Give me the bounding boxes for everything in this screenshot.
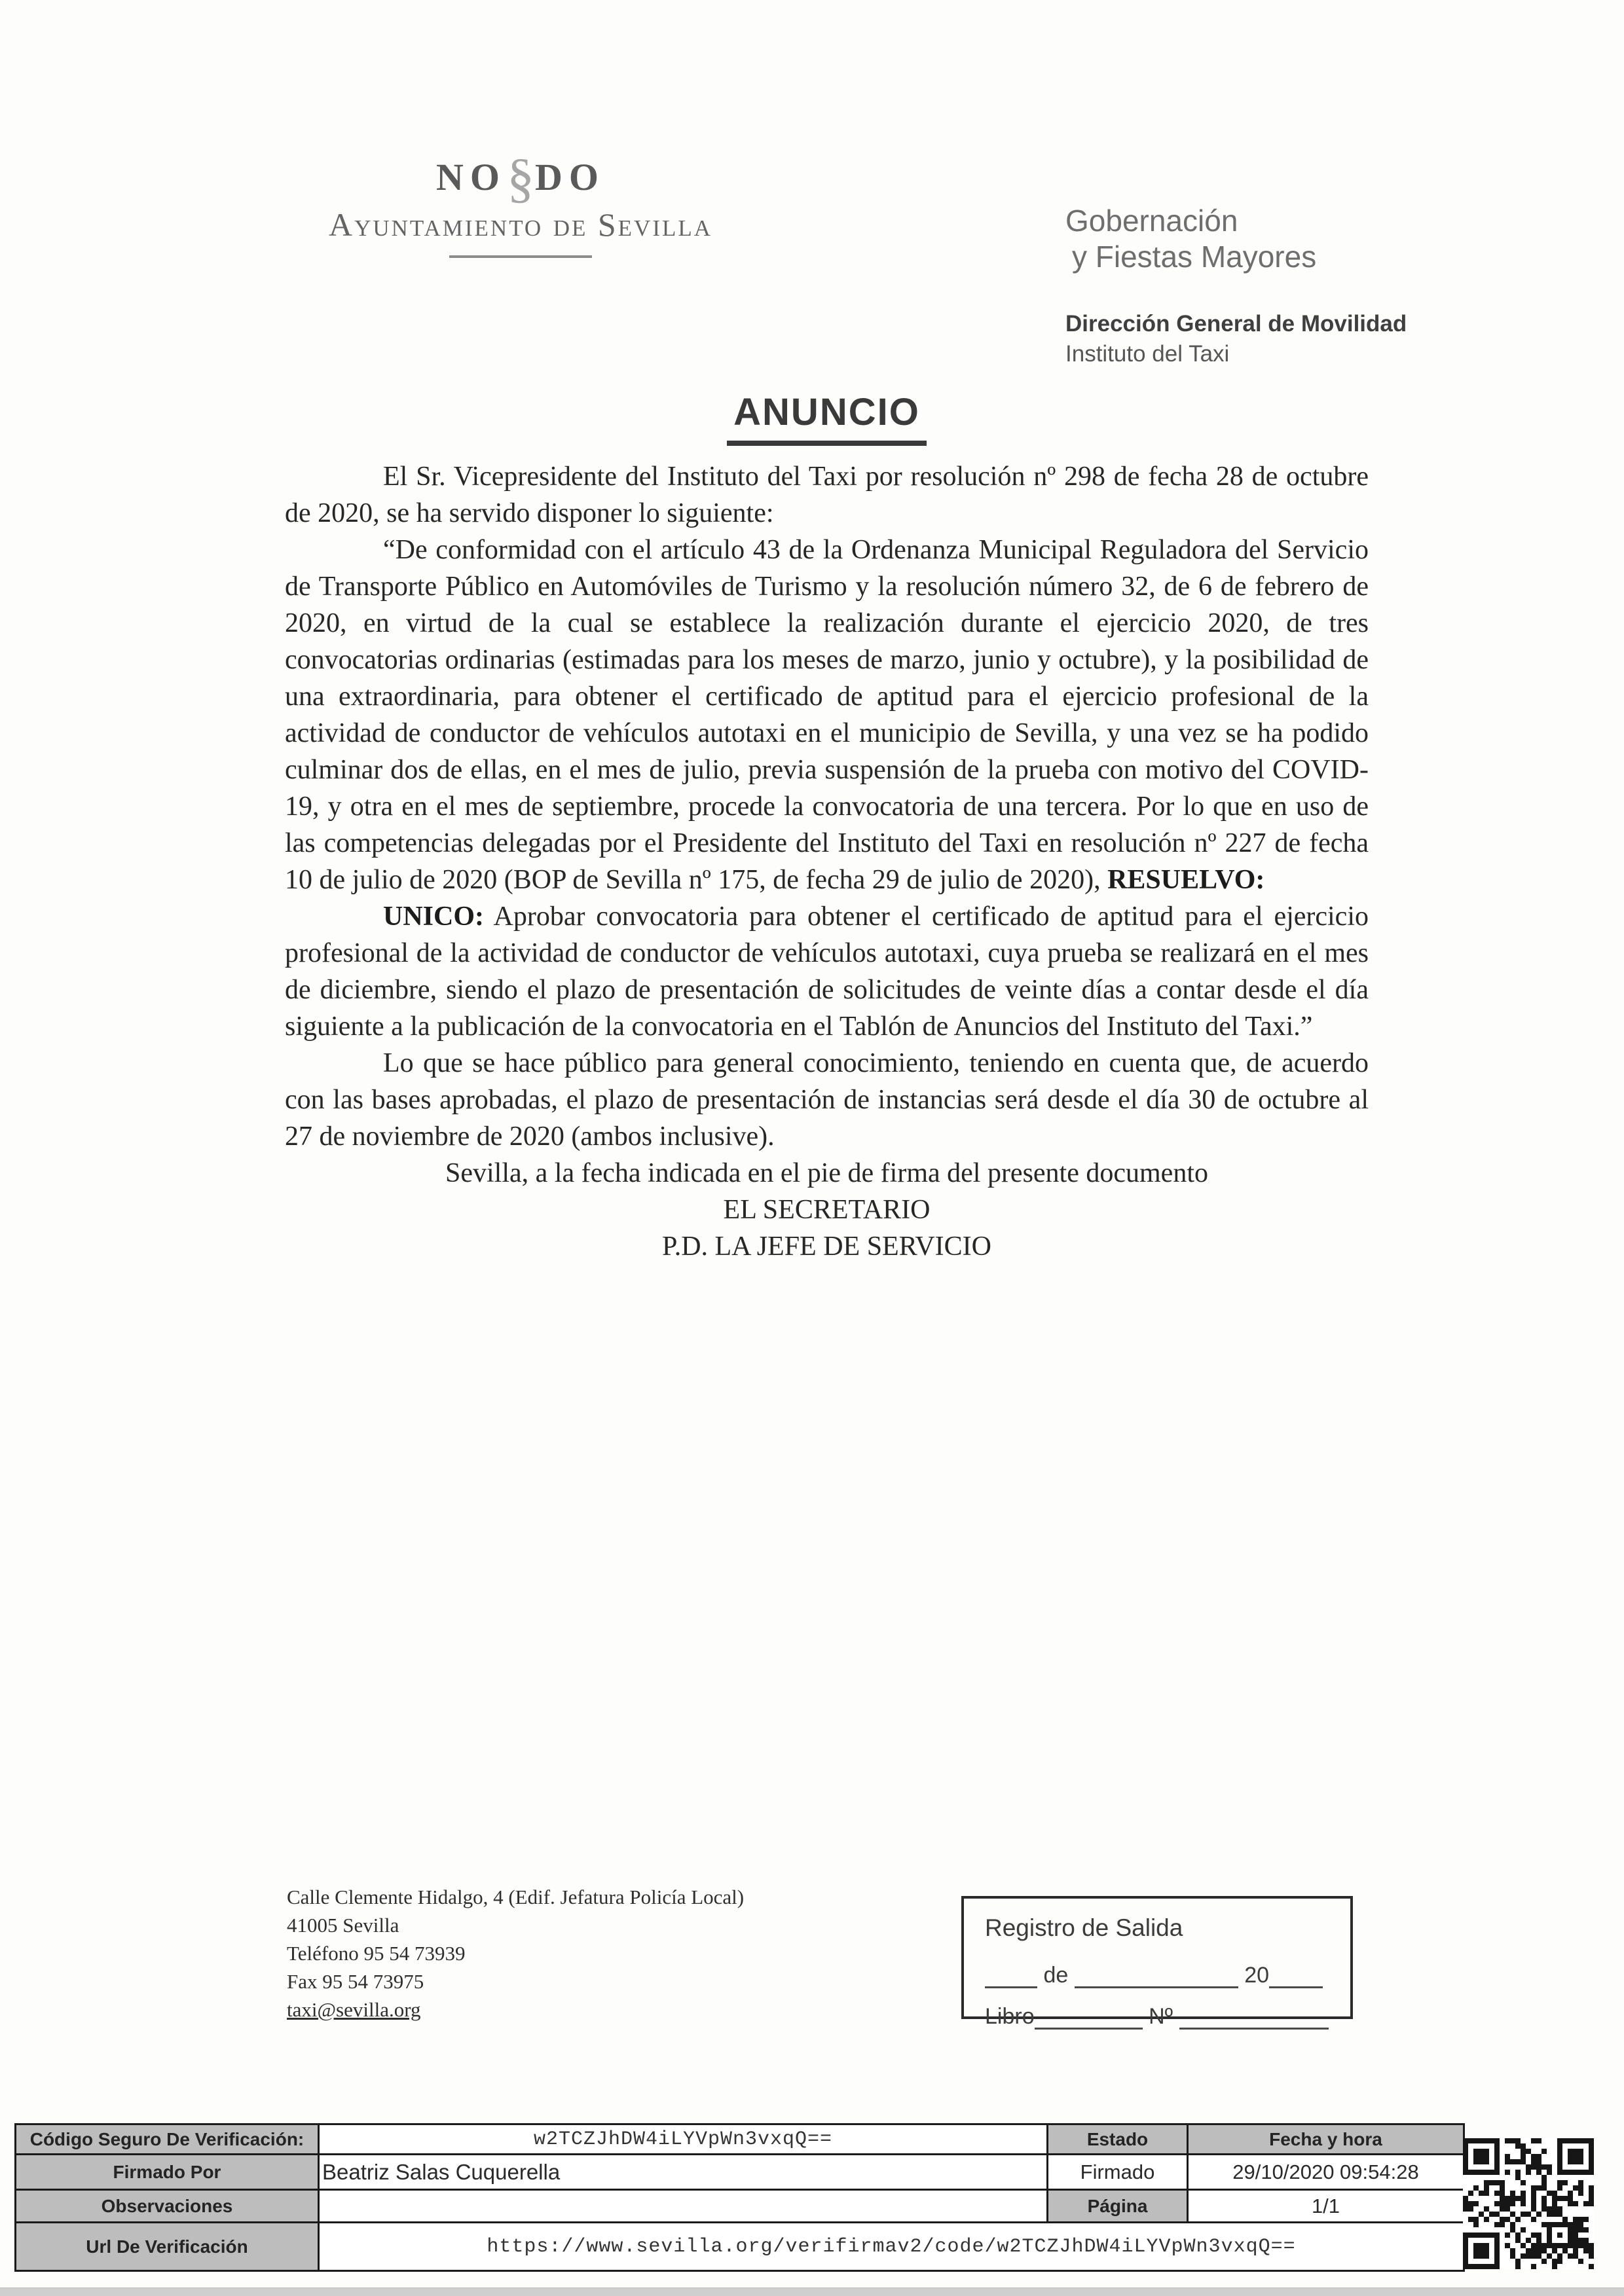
blank-day: [985, 1965, 1037, 1988]
registro-date-line: [985, 1963, 1350, 1988]
city-logo: [282, 148, 760, 258]
paragraph-public-notice: Lo que se hace público para general conocimiento, teniendo en cuenta que, de acuerdo con las bases aprobadas, el plazo de presentación de instancias será desde el día 30 de octubre al 27 de noviembre de 2020 (ambos inclusive).: [285, 1048, 1369, 1152]
qr-code: [1463, 2138, 1594, 2269]
registro-libro-line: [985, 2004, 1350, 2030]
verification-table: [14, 2123, 1465, 2272]
estado-value-cell: Firmado: [1048, 2155, 1188, 2190]
scan-edge-artifact: [0, 2287, 1624, 2296]
letterhead-department: [1065, 203, 1407, 368]
document-body: [285, 458, 1369, 1265]
signature-place-line: Sevilla, a la fecha indicada en el pie de firma del presente documento: [445, 1158, 1208, 1188]
paragraph-intro: El Sr. Vicepresidente del Instituto del Taxi por resolución nº 298 de fecha 28 de octubre de 2020, se ha servido disponer lo siguiente:: [285, 462, 1369, 528]
nosdo-logo: [282, 148, 760, 209]
nosdo-do: DO: [535, 156, 605, 198]
firmado-por-label-cell: Firmado Por: [16, 2155, 319, 2190]
registro-libro-label: Libro: [985, 2004, 1035, 2029]
csv-label-cell: Código Seguro De Verificación:: [16, 2124, 319, 2155]
contact-city: 41005 Sevilla: [287, 1914, 399, 1937]
fecha-header-cell: Fecha y hora: [1188, 2124, 1464, 2155]
blank-libro: [1035, 2007, 1143, 2030]
paragraph-resolution: [285, 532, 1369, 898]
directorate-name: Dirección General de Movilidad: [1065, 311, 1407, 337]
madeja-icon: §: [507, 148, 534, 209]
unico-text: Aprobar convocatoria para obtener el certificado de aptitud para el ejercicio profesional de la actividad de conductor de vehículos autotaxi, cuya prueba se realizará en el mes de diciembre, siendo el plazo de presentación de solicitudes de veinte días a contar desde el día siguiente a la publicación de la convocatoria en el Tablón de Anuncios del Instituto del Taxi.”: [285, 902, 1369, 1042]
paragraph-unico: [285, 898, 1369, 1045]
estado-header-cell: Estado: [1048, 2124, 1188, 2155]
pagina-value-cell: 1/1: [1188, 2190, 1464, 2223]
registro-numero-label: Nº: [1149, 2004, 1173, 2029]
blank-year: [1269, 1965, 1323, 1988]
signature-role-jefe-servicio: P.D. LA JEFE DE SERVICIO: [661, 1231, 991, 1262]
organization-name: Ayuntamiento de Sevilla: [328, 206, 713, 243]
signature-role-secretario: EL SECRETARIO: [723, 1195, 931, 1225]
fecha-value-cell: 29/10/2020 09:54:28: [1188, 2155, 1464, 2190]
observaciones-label-cell: Observaciones: [16, 2190, 319, 2223]
contact-address: Calle Clemente Hidalgo, 4 (Edif. Jefatura Policía Local): [287, 1886, 745, 1908]
department-name: [1065, 203, 1407, 275]
blank-numero: [1179, 2007, 1329, 2030]
nosdo-no: NO: [436, 156, 506, 198]
registro-de-label: de: [1043, 1963, 1069, 1988]
observaciones-value-cell: [319, 2190, 1048, 2223]
registro-title: Registro de Salida: [985, 1914, 1183, 1941]
logo-divider: [449, 255, 592, 258]
blank-month: [1075, 1965, 1238, 1988]
unico-label: UNICO:: [383, 902, 484, 932]
department-line2: y Fiestas Mayores: [1072, 240, 1317, 274]
contact-block: [287, 1883, 744, 2024]
department-line1: Gobernación: [1065, 204, 1238, 238]
title-row: [285, 390, 1369, 446]
registro-year-prefix: 20: [1244, 1963, 1270, 1988]
contact-phone: Teléfono 95 54 73939: [287, 1942, 466, 1965]
resuelvo-label: RESUELVO:: [1107, 865, 1265, 895]
pagina-label-cell: Página: [1048, 2190, 1188, 2223]
firmado-por-value-cell: Beatriz Salas Cuquerella: [319, 2155, 1048, 2190]
page-title: ANUNCIO: [727, 390, 927, 446]
csv-value-cell: w2TCZJhDW4iLYVpWn3vxqQ==: [319, 2124, 1048, 2155]
url-label-cell: Url De Verificación: [16, 2223, 319, 2271]
contact-fax: Fax 95 54 73975: [287, 1970, 424, 1993]
registro-salida-box: [961, 1896, 1353, 2029]
resolution-text: “De conformidad con el artículo 43 de la Ordenanza Municipal Reguladora del Servicio de Transporte Público en Automóviles de Turismo y la resolución número 32, de 6 de febrero de 2020, en virtud de la cual se establece la realización durante el ejercicio 2020, de tres convocatorias ordinarias (estimadas para los meses de marzo, junio y octubre), y la posibilidad de una extraordinaria, para obtener el certificado de aptitud para el ejercicio profesional de la actividad de conductor de vehículos autotaxi en el municipio de Sevilla, y una vez se ha podido culminar dos de ellas, en el mes de julio, previa suspensión de la prueba con motivo del COVID-19, y otra en el mes de septiembre, procede la convocatoria de una tercera. Por lo que en uso de las competencias delegadas por el Presidente del Instituto del Taxi en resolución nº 227 de fecha 10 de julio de 2020 (BOP de Sevilla nº 175, de fecha 29 de julio de 2020),: [285, 535, 1369, 895]
institute-name: Instituto del Taxi: [1065, 341, 1230, 367]
url-value-cell[interactable]: https://www.sevilla.org/verifirmav2/code/w2TCZJhDW4iLYVpWn3vxqQ==: [319, 2223, 1464, 2271]
contact-email-link[interactable]: taxi@sevilla.org: [287, 1998, 421, 2021]
